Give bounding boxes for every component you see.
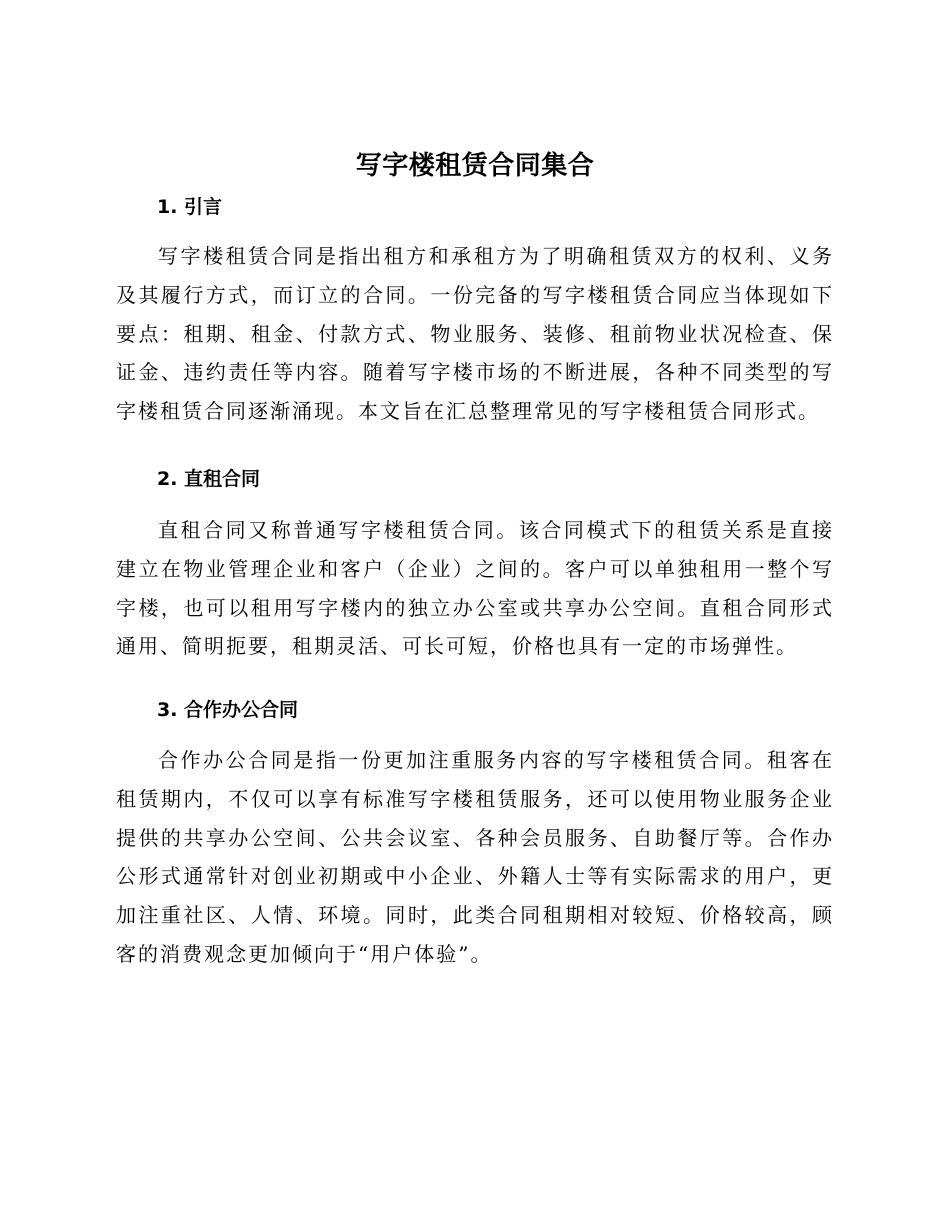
document-title: 写字楼租赁合同集合 [355,151,595,181]
section-heading-direct-lease: 2. 直租合同 [157,468,261,490]
section-paragraph-coworking: 合作办公合同是指一份更加注重服务内容的写字楼租赁合同。租客在租赁期内，不仅可以享有标准写字楼租赁服务，还可以使用物业服务企业提供的共享办公空间、公共会议室、各种会员服务、自助餐厅等。合作办公形式通常针对创业初期或中小企业、外籍人士等有实际需求的用户，更加注重社区、人情、环境。同时，此类合同租期相对较短、价格较高，顾客的消费观念更加倾向于“用户体验”。 [116,748,834,966]
section-heading-introduction: 1. 引言 [157,196,223,218]
section-paragraph-introduction: 写字楼租赁合同是指出租方和承租方为了明确租赁双方的权利、义务及其履行方式，而订立的合同。一份完备的写字楼租赁合同应当体现如下要点：租期、租金、付款方式、物业服务、装修、租前物业状况检查、保证金、违约责任等内容。随着写字楼市场的不断进展，各种不同类型的写字楼租赁合同逐渐涌现。本文旨在汇总整理常见的写字楼租赁合同形式。 [116,244,834,424]
section-paragraph-direct-lease: 直租合同又称普通写字楼租赁合同。该合同模式下的租赁关系是直接建立在物业管理企业和客户（企业）之间的。客户可以单独租用一整个写字楼，也可以租用写字楼内的独立办公室或共享办公空间。直租合同形式通用、简明扼要，租期灵活、可长可短，价格也具有一定的市场弹性。 [116,518,834,659]
section-heading-coworking: 3. 合作办公合同 [157,699,299,721]
